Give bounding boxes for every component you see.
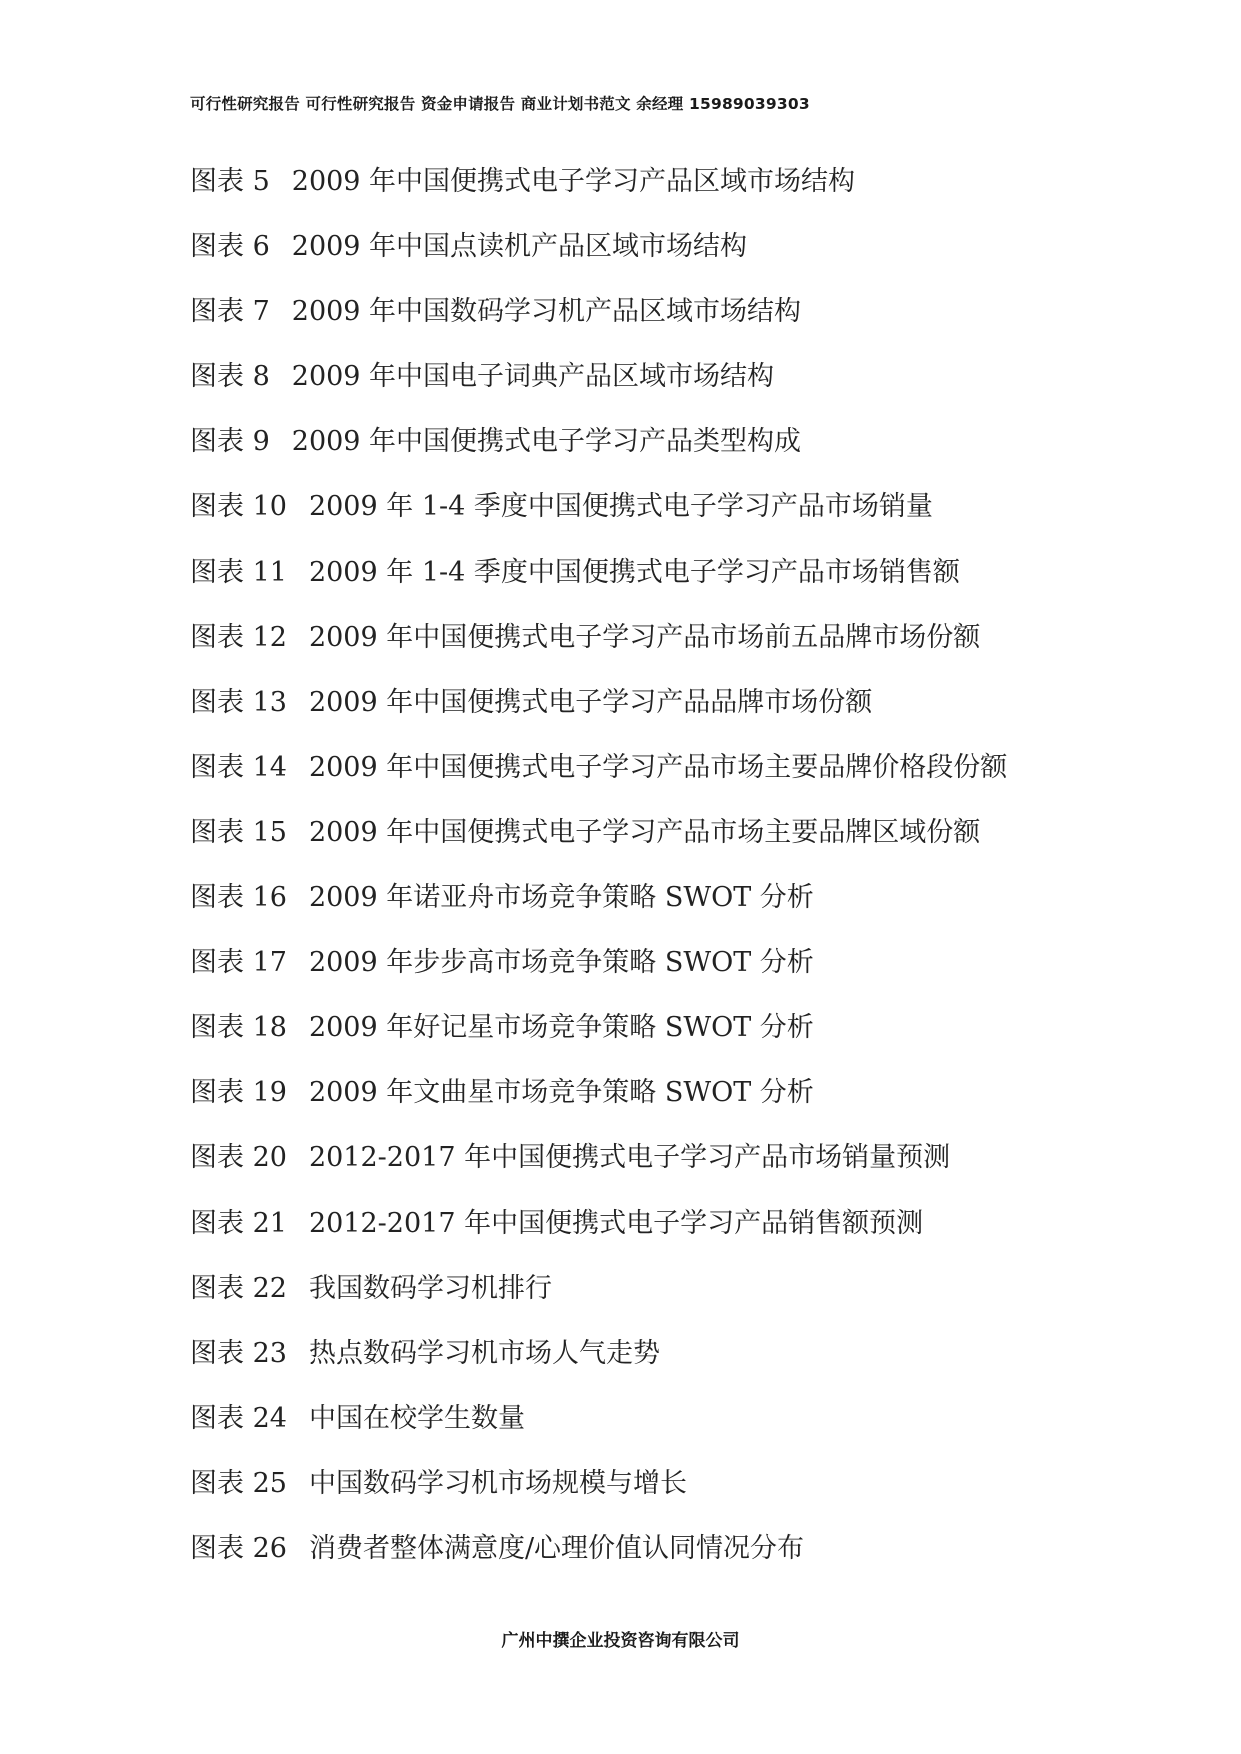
figure-label: 图表 6 <box>190 231 270 263</box>
figure-list-item <box>190 683 1007 748</box>
figure-list-item <box>190 227 1007 292</box>
figure-title: 2009 年 1-4 季度中国便携式电子学习产品市场销量 <box>308 491 933 523</box>
page-header: 可行性研究报告 可行性研究报告 资金申请报告 商业计划书范文 余经理 15989039303 <box>190 95 810 113</box>
page-footer: 广州中撰企业投资咨询有限公司 <box>501 1631 740 1651</box>
figure-label: 图表 10 <box>190 491 287 523</box>
figure-title: 2009 年中国电子词典产品区域市场结构 <box>291 361 775 393</box>
figure-list-item <box>190 1334 1007 1399</box>
figure-label: 图表 5 <box>190 166 270 197</box>
figure-label: 图表 18 <box>190 1012 287 1044</box>
figure-label: 图表 19 <box>190 1077 287 1109</box>
figure-list-item <box>190 1464 1007 1529</box>
figure-label: 图表 15 <box>190 816 287 848</box>
figure-list-item <box>190 1073 1007 1138</box>
figure-title: 2009 年 1-4 季度中国便携式电子学习产品市场销售额 <box>308 556 960 588</box>
figure-title: 2009 年文曲星市场竞争策略 SWOT 分析 <box>308 1077 814 1109</box>
figure-label: 图表 20 <box>190 1142 287 1174</box>
figure-title: 2009 年诺亚舟市场竞争策略 SWOT 分析 <box>308 882 814 914</box>
figure-title: 2009 年中国便携式电子学习产品类型构成 <box>291 426 802 458</box>
figure-label: 图表 7 <box>190 296 270 328</box>
figure-list-item <box>190 292 1007 357</box>
figure-list-item <box>190 943 1007 1008</box>
figure-label: 图表 24 <box>190 1402 287 1434</box>
figure-title: 消费者整体满意度/心理价值认同情况分布 <box>308 1532 805 1564</box>
figure-list-item <box>190 422 1007 487</box>
figure-list-item <box>190 487 1007 552</box>
figure-list-item <box>190 1529 1007 1594</box>
figure-title: 我国数码学习机排行 <box>308 1272 552 1304</box>
figure-label: 图表 23 <box>190 1337 287 1369</box>
figure-label: 图表 13 <box>190 686 287 718</box>
figure-list-item <box>190 748 1007 813</box>
figure-list-item <box>190 618 1007 683</box>
figure-label: 图表 12 <box>190 621 287 653</box>
figure-label: 图表 25 <box>190 1467 287 1499</box>
figure-list-item <box>190 1008 1007 1073</box>
figure-title: 2009 年中国数码学习机产品区域市场结构 <box>291 296 802 328</box>
figure-title: 中国数码学习机市场规模与增长 <box>308 1467 687 1499</box>
figure-title: 2009 年中国便携式电子学习产品市场主要品牌价格段份额 <box>308 751 1008 783</box>
figure-list <box>190 162 1007 1594</box>
figure-label: 图表 26 <box>190 1532 287 1564</box>
figure-label: 图表 17 <box>190 947 287 979</box>
figure-label: 图表 22 <box>190 1272 287 1304</box>
figure-list-item <box>190 813 1007 878</box>
figure-list-item <box>190 1204 1007 1269</box>
figure-title: 2009 年中国点读机产品区域市场结构 <box>291 231 748 263</box>
figure-list-item <box>190 1138 1007 1203</box>
figure-title: 2009 年中国便携式电子学习产品区域市场结构 <box>291 166 856 197</box>
figure-list-item <box>190 553 1007 618</box>
figure-label: 图表 16 <box>190 882 287 914</box>
figure-label: 图表 9 <box>190 426 270 458</box>
figure-list-item <box>190 162 1007 227</box>
figure-list-item <box>190 878 1007 943</box>
figure-label: 图表 21 <box>190 1207 287 1239</box>
figure-title: 中国在校学生数量 <box>308 1402 525 1434</box>
figure-title: 2012-2017 年中国便携式电子学习产品销售额预测 <box>308 1207 924 1239</box>
figure-list-item <box>190 357 1007 422</box>
figure-title: 2009 年中国便携式电子学习产品品牌市场份额 <box>308 686 873 718</box>
figure-title: 2009 年中国便携式电子学习产品市场前五品牌市场份额 <box>308 621 981 653</box>
figure-title: 2009 年好记星市场竞争策略 SWOT 分析 <box>308 1012 814 1044</box>
figure-label: 图表 14 <box>190 751 287 783</box>
figure-title: 2009 年步步高市场竞争策略 SWOT 分析 <box>308 947 814 979</box>
figure-list-item <box>190 1399 1007 1464</box>
figure-label: 图表 11 <box>190 556 287 588</box>
figure-label: 图表 8 <box>190 361 270 393</box>
figure-title: 2012-2017 年中国便携式电子学习产品市场销量预测 <box>308 1142 951 1174</box>
figure-title: 热点数码学习机市场人气走势 <box>308 1337 660 1369</box>
figure-list-item <box>190 1269 1007 1334</box>
figure-title: 2009 年中国便携式电子学习产品市场主要品牌区域份额 <box>308 816 981 848</box>
